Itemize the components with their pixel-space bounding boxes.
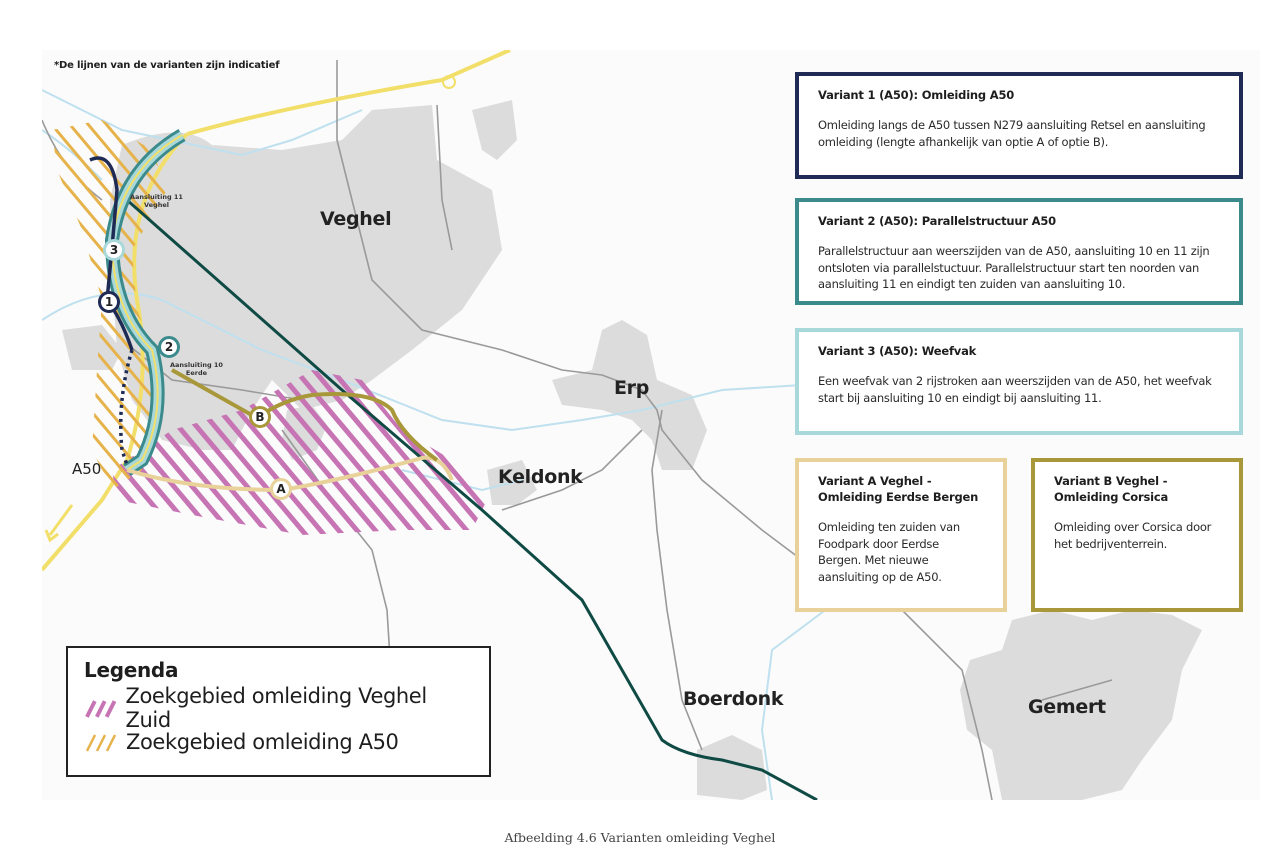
variant-b-description: Omleiding over Corsica door het bedrijventerrein. bbox=[1054, 520, 1212, 551]
town-label-erp: Erp bbox=[614, 377, 650, 399]
orange-hatch-icon bbox=[84, 731, 118, 753]
marker-variant-1: 1 bbox=[98, 291, 120, 313]
indicative-note: *De lijnen van de varianten zijn indicatief bbox=[54, 60, 280, 71]
variant-b-box bbox=[1031, 458, 1243, 612]
variant-2-description: Parallelstructuur aan weerszijden van de A50, aansluiting 10 en 11 zijn ontsloten via parallelstuctuur. Parallelstructuur start ten noorden van aansluiting 11 en eindigt ten zuiden van aansluiting 10. bbox=[818, 244, 1210, 291]
town-label-keldonk: Keldonk bbox=[498, 466, 583, 488]
figure-caption: Afbeelding 4.6 Varianten omleiding Veghel bbox=[504, 830, 776, 845]
junction-label-10: Aansluiting 10 Eerde bbox=[170, 361, 223, 377]
variant-1-box bbox=[795, 72, 1243, 179]
marker-variant-b: B bbox=[249, 406, 271, 428]
variant-1-title: Variant 1 (A50): Omleiding A50 bbox=[818, 88, 1015, 102]
town-label-veghel: Veghel bbox=[320, 208, 392, 230]
variant-2-box bbox=[795, 198, 1243, 305]
map bbox=[42, 50, 1260, 800]
variant-b-title: Variant B Veghel - Omleiding Corsica bbox=[1054, 474, 1169, 504]
variant-1-description: Omleiding langs de A50 tussen N279 aansluiting Retsel en aansluiting omleiding (lengte afhankelijk van optie A of optie B). bbox=[818, 118, 1206, 149]
variant-a-title: Variant A Veghel - Omleiding Eerdse Bergen bbox=[818, 474, 979, 504]
town-label-boerdonk: Boerdonk bbox=[683, 688, 784, 710]
marker-variant-3: 3 bbox=[103, 239, 125, 261]
town-label-gemert: Gemert bbox=[1028, 696, 1106, 718]
marker-variant-a: A bbox=[270, 478, 292, 500]
road-label-a50: A50 bbox=[72, 460, 102, 478]
variant-3-description: Een weefvak van 2 rijstroken aan weerszijden van de A50, het weefvak start bij aansluiting 10 en eindigt bij aansluiting 11. bbox=[818, 374, 1212, 405]
variant-2-title: Variant 2 (A50): Parallelstructuur A50 bbox=[818, 214, 1056, 228]
variant-a-box bbox=[795, 458, 1007, 612]
variant-3-title: Variant 3 (A50): Weefvak bbox=[818, 344, 977, 358]
marker-variant-2: 2 bbox=[158, 336, 180, 358]
legend-item-a50: Zoekgebied omleiding A50 bbox=[84, 725, 473, 759]
variant-a-description: Omleiding ten zuiden van Foodpark door Eerdse Bergen. Met nieuwe aansluiting op de A50. bbox=[818, 520, 960, 584]
pink-hatch-icon bbox=[84, 697, 117, 719]
legend-title: Legenda bbox=[84, 658, 179, 682]
legend-item-veghel-zuid: Zoekgebied omleiding Veghel Zuid bbox=[84, 691, 473, 725]
junction-label-11: Aansluiting 11 Veghel bbox=[130, 193, 183, 209]
variant-3-box bbox=[795, 328, 1243, 435]
legend bbox=[66, 646, 491, 777]
